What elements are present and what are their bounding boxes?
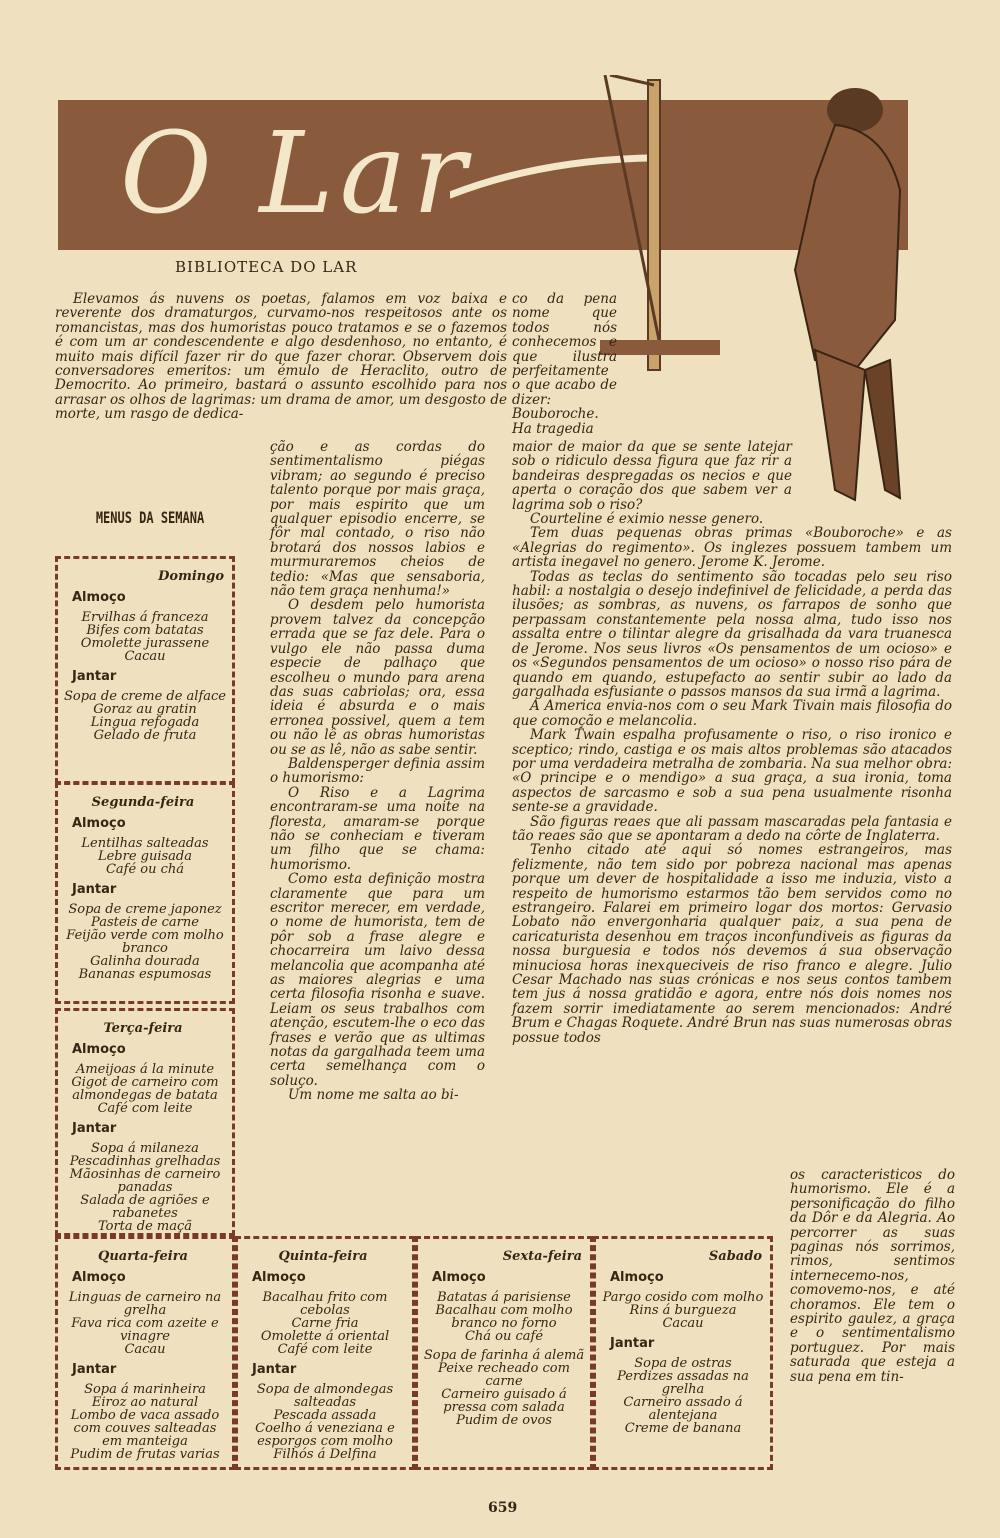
menu-dish: Café com leite: [277, 1342, 373, 1357]
menu-dish: Bacalhau frito com cebolas: [262, 1290, 388, 1318]
menu-dish: Linguas de carneiro na grelha: [68, 1290, 222, 1318]
lunch-label: Almoço: [432, 1270, 486, 1285]
menu-dish: Café com leite: [97, 1101, 193, 1116]
menu-dish: Café ou chá: [105, 862, 185, 877]
lunch-label: Almoço: [252, 1270, 306, 1285]
article-paragraph: Elevamos ás nuvens os poetas, falamos em voz baixa e reverente dos dramaturgos, curvamo-nos respeitosos ante os romancistas, mas dos humoristas pouco tratamos e se o fazemos é com um ar condescendente e algo desdenhoso, no entanto, é muito mais difícil fazer rir do que fazer chorar. Observem dois conversadores emeritos: um émulo de Heraclito, outro de Democrito. Ao primeiro, bastará o assunto escolhido para nos arrasar os olhos de lagrimas: um drama de amor, um desgosto de morte, um rasgo de dedica-: [55, 291, 507, 423]
menu-dish: Lentilhas salteadas: [81, 836, 209, 851]
menu-day: Quarta-feira: [98, 1249, 188, 1264]
article-paragraph: A America envia-nos com o seu Mark Tivain mais filosofia do que comoção e melancolia.: [512, 698, 952, 729]
menu-dish: Salada de agriões e rabanetes: [80, 1193, 210, 1221]
menu-dish: Gigot de carneiro com almondegas de batata: [71, 1075, 219, 1103]
article-paragraph: O desdem pelo humorista provem talvez da concepção errada que se faz dele. Para o vulgo ele não passa duma especie de palhaço que escolheu o mundo para arena das suas cabriolas; ora, essa ideia é absurda e o mais erronea possivel, quem a tem ou não lê as obras humoristas ou se as lê, não as sabe sentir.: [270, 597, 485, 758]
lunch-label: Almoço: [610, 1270, 664, 1285]
article-paragraph: O Riso e a Lagrima encontraram-se uma noite na floresta, amaram-se porque não se conheciam e tiveram um filho que se chama: humorismo.: [270, 784, 485, 873]
menu-dish: Creme de banana: [624, 1421, 742, 1436]
dinner-label: Jantar: [72, 882, 117, 897]
lunch-label: Almoço: [72, 1042, 126, 1057]
menu-day: Sabado: [708, 1249, 762, 1264]
menu-dish: Mãosinhas de carneiro panadas: [69, 1167, 221, 1195]
menu-dish: Lebre guisada: [97, 849, 193, 864]
menu-dish: Rins á burgueza: [629, 1303, 737, 1318]
menu-dish: Sopa de farinha á alemã: [423, 1348, 585, 1363]
menu-dish: Batatas á parisiense: [437, 1290, 571, 1305]
article-column-3: [512, 440, 952, 1045]
menu-box-segunda: [55, 782, 235, 1004]
dinner-label: Jantar: [252, 1362, 297, 1377]
menu-dish: Eiroz ao natural: [91, 1395, 199, 1410]
menu-dish: Pargo cosido com molho: [602, 1290, 764, 1305]
menu-day: Sexta-feira: [502, 1249, 582, 1264]
article-paragraph: Courteline é eximio nesse genero.: [530, 511, 764, 528]
menu-dish: Peixe recheado com carne: [438, 1361, 570, 1389]
dinner-label: Jantar: [72, 669, 117, 684]
menu-dish: Ameijoas á la minute: [75, 1062, 215, 1077]
menu-dish: Cacau: [662, 1316, 704, 1331]
menu-box-sexta: [415, 1236, 593, 1470]
menu-dish: Sopa de ostras: [634, 1356, 732, 1371]
menus-heading: MENUS DA SEMANA: [95, 508, 205, 527]
page-number: 659: [488, 1500, 518, 1516]
article-column-2: [270, 440, 485, 1103]
article-paragraph: maior de maior da que se sente latejar sob o ridiculo dessa figura que faz rir a bandeiras despregadas os necios e que aperta o coração dos que sabem ver a lagrima sob o riso?: [512, 439, 792, 513]
page-title: O Lar: [120, 109, 473, 239]
article-paragraph: Como esta definição mostra claramente que para um escritor merecer, em verdade, o nome de humorista, tem de pôr sob a frase alegre e chocarreira um laivo dessa melancolia que acompanha até as maiores alegrias e uma certa filosofia risonha e suave. Leiam os seus trabalhos com atenção, escutem-lhe o eco das frases e verão que as ultimas notas da gargalhada teem uma certa semelhança com o soluço.: [270, 871, 485, 1089]
menu-day: Terça-feira: [103, 1021, 183, 1036]
menu-dish: Pasteis de carne: [91, 915, 199, 930]
menu-dish: Cacau: [124, 1342, 166, 1357]
menu-dish: Pescadinhas grelhadas: [69, 1154, 221, 1169]
menu-dish: Torta de maçã: [97, 1219, 193, 1234]
lunch-label: Almoço: [72, 816, 126, 831]
menu-dish: Coelho á veneziana e esporgos com molho: [255, 1421, 395, 1449]
menu-dish: Sopa de almondegas salteadas: [256, 1382, 394, 1410]
menu-dish: Sopa de creme de alface: [63, 689, 227, 704]
menu-dish: Bifes com batatas: [86, 623, 204, 638]
article-paragraph: Todas as teclas do sentimento são tocadas pelo seu riso habil: a nostalgia o desejo indefinivel de felicidade, a perda das ilusões; as sombras, as nuvens, os farrapos de sonho que perpassam constantemente pela nossa alma, tudo isso nos assalta entre o tilintar alegre da grisalhada da vara truanesca de Jerome. Nos seus livros «Os pensamentos de um ocioso» e os «Segundos pensamentos de um ocioso» o nosso riso pára de quando em quando, estupefacto ao sentir subir ao lado da gargalhada esfusiante o passos mansos da sua irmã a lagrima.: [512, 568, 952, 700]
menu-day: Segunda-feira: [91, 795, 195, 810]
menu-box-quinta: [235, 1236, 415, 1470]
section-title: BIBLIOTECA DO LAR: [175, 258, 358, 276]
menu-dish: Sopa á milaneza: [91, 1141, 199, 1156]
menu-dish: Pudim de ovos: [456, 1413, 552, 1428]
article-paragraph: Tem duas pequenas obras primas «Bouboroche» e as «Alegrias do regimento». Os inglezes possuem tambem um artista inegavel no genero. Jerome K. Jerome.: [512, 525, 952, 571]
menu-dish: Sopa de creme japonez: [68, 902, 222, 917]
hammock-pole-illustration: [600, 75, 720, 375]
dinner-label: Jantar: [610, 1336, 655, 1351]
lunch-label: Almoço: [72, 590, 126, 605]
menu-dish: Galinha dourada: [90, 954, 200, 969]
menu-dish: Fava rica com azeite e vinagre: [71, 1316, 219, 1344]
menu-day: Quinta-feira: [278, 1249, 368, 1264]
menu-dish: Chá ou café: [464, 1329, 544, 1344]
menu-dish: Carneiro guisado á pressa com salada: [441, 1387, 567, 1415]
menu-dish: Feijão verde com molho branco: [66, 928, 224, 956]
menu-dish: Bacalhau com molho branco no forno: [435, 1303, 573, 1331]
menu-dish: Filhós á Delfina: [273, 1447, 377, 1462]
article-paragraph: Baldensperger definia assim o humorismo:: [270, 755, 485, 787]
menu-dish: Goraz au gratin: [93, 702, 197, 717]
lunch-label: Almoço: [72, 1270, 126, 1285]
menu-dish: Lingua refogada: [90, 715, 200, 730]
menu-dish: Carne fria: [291, 1316, 359, 1331]
article-paragraph: Um nome me salta ao bi-: [288, 1087, 459, 1104]
menu-dish: Sopa á marinheira: [84, 1382, 206, 1397]
menu-box-quarta: [55, 1236, 235, 1470]
menu-dish: Lombo de vaca assado com couves salteadas em manteiga: [70, 1408, 220, 1449]
menu-dish: Ervilhas á franceza: [81, 610, 209, 625]
dinner-label: Jantar: [72, 1362, 117, 1377]
article-column-3-narrow: [512, 292, 617, 436]
menu-dish: Cacau: [124, 649, 166, 664]
menu-dish: Bananas espumosas: [78, 967, 212, 982]
article-intro: [55, 292, 507, 422]
article-column-3-tail: [790, 1168, 955, 1384]
menu-dish: Gelado de fruta: [93, 728, 197, 743]
article-paragraph: Tenho citado até aqui só nomes estrangeiros, mas felizmente, não tem sido por pobreza nacional mas apenas porque um dever de hospitalidade a isso me induzia, visto a respeito de humorismo estarmos tão bem servidos como no estrangeiro. Falarei em primeiro logar dos mortos: Gervasio Lobato não envergonharia qualquer paiz, a sua pena de caricaturista desenhou em traços inconfundiveis as figuras da nossa burguesia e todos nós devemos á sua observação minuciosa horas inexqueciveis de riso franco e alegre. Julio Cesar Machado nas suas crónicas e nos seus contos tambem tem jus á nossa gratidão e agora, entre nós dois nomes nos fazem sorrir imediatamente ao serem mencionados: André Brum e Chagas Roquete. André Brun nas suas numerosas obras possue todos: [512, 842, 952, 1046]
menu-dish: Omolette á oriental: [260, 1329, 390, 1344]
menu-dish: Omolette jurassene: [80, 636, 210, 651]
menu-dish: Perdizes assadas na grelha: [617, 1369, 749, 1397]
article-paragraph: os caracteristicos do humorismo. Ele é a personificação do filho da Dôr e da Alegria. Ao percorrer as suas paginas nós sorrimos, rimos, sentimos internecemo-nos, comovemo-nos, e até choramos. Ele tem o espirito gaulez, a graça e o sentimentalismo portuguez. Por mais saturada que esteja a sua pena em tin-: [790, 1167, 955, 1385]
article-paragraph: ção e as cordas do sentimentalismo piégas vibram; ao segundo é preciso talento porque por mais graça, por mais espirito que um qualquer episodio encerre, se fôr mal contado, o riso não brotará dos nossos labios e murmuraremos cheios de tedio: «Mas que sensaboria, não tem graça nenhuma!»: [270, 439, 485, 600]
dinner-label: Jantar: [72, 1121, 117, 1136]
menu-day: Domingo: [158, 569, 224, 584]
menu-box-terca: [55, 1008, 235, 1236]
menu-box-domingo: [55, 556, 235, 784]
menu-dish: Pescada assada: [273, 1408, 377, 1423]
menu-box-sabado: [593, 1236, 773, 1470]
article-paragraph: São figuras reaes que ali passam mascaradas pela fantasia e tão reaes são que se apontaram a dedo na côrte de Inglaterra.: [512, 813, 952, 844]
article-paragraph: co da pena nome que todos nós conhecemos e que ilustra perfeitamente o que acabo de dizer: Bouboroche. Ha tragedia: [512, 291, 617, 437]
menu-dish: Carneiro assado á alentejana: [623, 1395, 743, 1423]
article-paragraph: Mark Twain espalha profusamente o riso, o riso ironico e sceptico; rindo, castiga e os mais altos problemas são atacados por uma verdadeira metralha de zombaria. Na sua melhor obra: «O principe e o mendigo» a sua graça, a sua ironia, toma aspectos de sarcasmo e sob a sua pena usualmente risonha sente-se a gravidade.: [512, 727, 952, 816]
menu-dish: Pudim de frutas varias: [70, 1447, 220, 1462]
